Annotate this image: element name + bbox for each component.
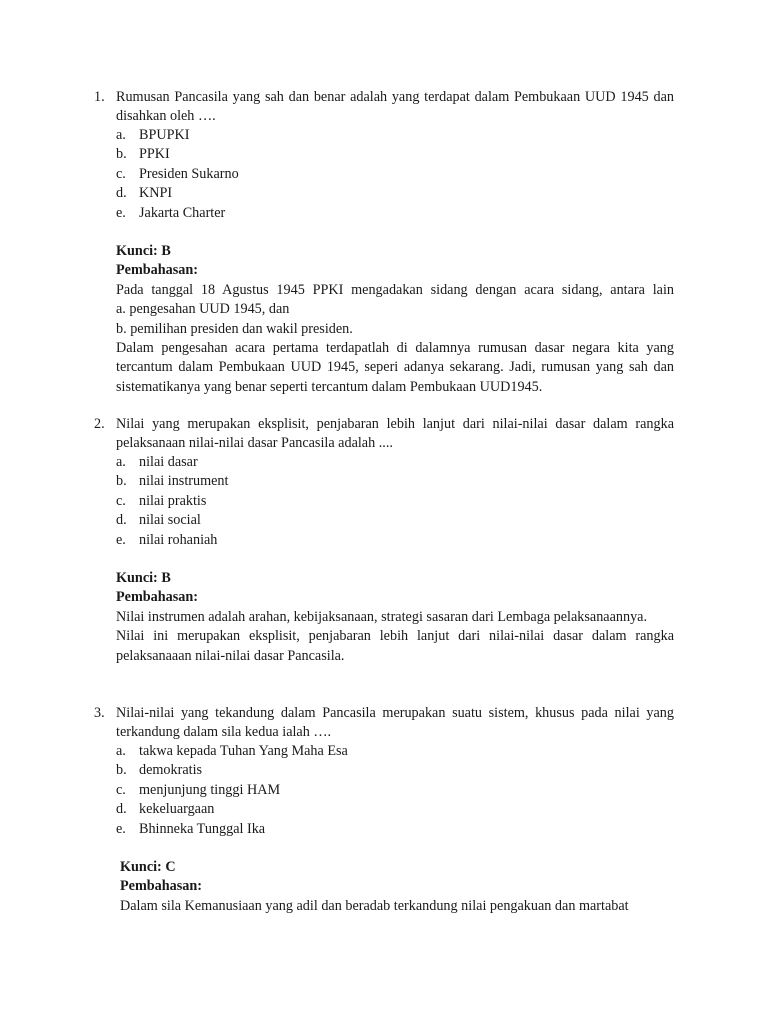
options-list [116, 126, 239, 223]
question-number: 2. [94, 416, 105, 432]
answer-key: Kunci: C [120, 859, 176, 875]
option-c: c. Presiden Sukarno [116, 165, 239, 182]
option-a: a. BPUPKI [116, 127, 190, 143]
answer-block [116, 569, 674, 666]
answer-key: Kunci: B [116, 570, 171, 586]
option-b: b. demokratis [116, 762, 203, 779]
option-a: a. nilai dasar [116, 454, 198, 470]
option-e: e. Jakarta Charter [116, 204, 226, 221]
explanation-line: b. pemilihan presiden dan wakil presiden. [116, 320, 353, 337]
question-text: Rumusan Pancasila yang sah dan benar adalah yang terdapat dalam Pembukaan UUD 1945 dan disahkan oleh …. [116, 89, 674, 125]
answer-key: Kunci: B [116, 243, 171, 259]
answer-block [120, 858, 674, 916]
option-e: e. Bhinneka Tunggal Ika [116, 820, 266, 837]
answer-block [116, 242, 674, 397]
question-text: Nilai yang merupakan eksplisit, penjabaran lebih lanjut dari nilai-nilai dasar dalam rangka pelaksanaan nilai-nilai dasar Pancasila adalah .... [116, 416, 674, 452]
explanation-label: Pembahasan: [120, 878, 202, 895]
explanation-line: Pada tanggal 18 Agustus 1945 PPKI mengadakan sidang dengan acara sidang, antara lain [116, 281, 674, 298]
option-c: c. menjunjung tinggi HAM [116, 781, 281, 798]
option-b: b. PPKI [116, 146, 170, 163]
question-number: 3. [94, 705, 105, 721]
option-a: a. takwa kepada Tuhan Yang Maha Esa [116, 743, 348, 759]
options-list [116, 453, 228, 550]
option-d: d. nilai social [116, 512, 201, 529]
explanation-paragraph: Dalam sila Kemanusiaan yang adil dan beradab terkandung nilai pengakuan dan martabat [120, 897, 629, 914]
question-number: 1. [94, 89, 105, 105]
explanation-paragraph: Nilai instrumen adalah arahan, kebijaksanaan, strategi sasaran dari Lembaga pelaksanaannya. [116, 608, 648, 625]
options-list [116, 742, 348, 839]
option-d: d. KNPI [116, 185, 173, 202]
question-text: Nilai-nilai yang tekandung dalam Pancasila merupakan suatu sistem, khusus pada nilai yang terkandung dalam sila kedua ialah …. [116, 705, 674, 741]
option-e: e. nilai rohaniah [116, 531, 218, 548]
explanation-line: a. pengesahan UUD 1945, dan [116, 301, 290, 318]
explanation-label: Pembahasan: [116, 589, 198, 606]
explanation-label: Pembahasan: [116, 262, 198, 279]
option-b: b. nilai instrument [116, 473, 229, 490]
explanation-paragraph: Nilai ini merupakan eksplisit, penjabaran lebih lanjut dari nilai-nilai dasar dalam rangka pelaksanaaan nilai-nilai dasar Pancasila. [116, 628, 674, 664]
explanation-paragraph: Dalam pengesahan acara pertama terdapatlah di dalamnya rumusan dasar negara kita yang tercantum dalam Pembukaan UUD 1945, seperi adanya sekarang. Jadi, rumusan yang sah dan sistematikanya yang benar seperti tercantum dalam Pembukaan UUD1945. [116, 339, 674, 395]
option-d: d. kekeluargaan [116, 801, 215, 818]
option-c: c. nilai praktis [116, 492, 207, 509]
